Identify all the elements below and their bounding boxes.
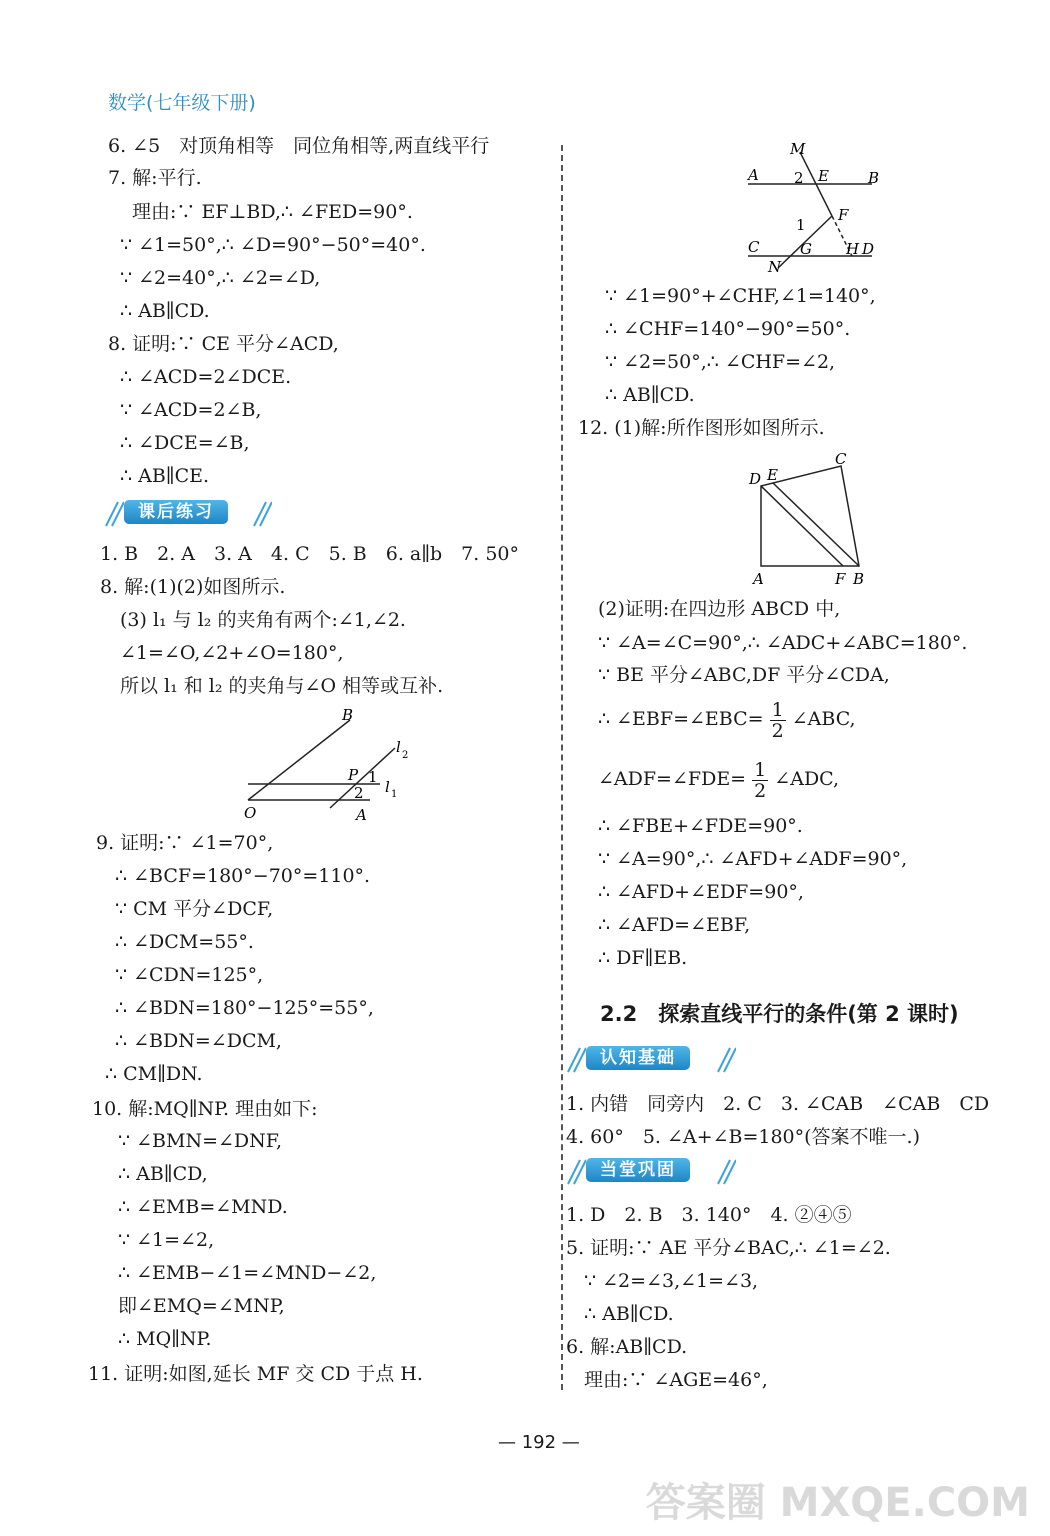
page-number: — 192 — <box>498 1432 580 1453</box>
label-F: F <box>835 570 846 588</box>
answer-line: ∠1=∠O,∠2+∠O=180°, <box>120 642 344 664</box>
answer-line: (2)证明:在四边形 ABCD 中, <box>598 598 841 620</box>
answer-line: 理由:∵ ∠AGE=46°, <box>584 1369 768 1391</box>
label-angle-2: 2 <box>794 169 804 187</box>
label-D: D <box>749 470 762 488</box>
answer-line: 6. ∠5 对顶角相等 同位角相等,两直线平行 <box>108 135 490 157</box>
answer-line: 8. 解:(1)(2)如图所示. <box>100 576 286 598</box>
answer-line: ∵ ∠2=∠3,∠1=∠3, <box>584 1270 759 1292</box>
label-O: O <box>244 804 257 822</box>
label-B: B <box>868 169 880 187</box>
answer-line: 8. 证明:∵ CE 平分∠ACD, <box>108 333 339 355</box>
section-title: 2.2 探索直线平行的条件(第 2 课时) <box>600 1002 959 1026</box>
label-angle-2: 2 <box>354 784 364 802</box>
answer-line: 9. 证明:∵ ∠1=70°, <box>96 832 274 854</box>
figure-quadrilateral <box>745 450 875 590</box>
label-B: B <box>853 570 865 588</box>
banner-label: 认知基础 <box>586 1046 690 1070</box>
answer-line: ∵ BE 平分∠ABC,DF 平分∠CDA, <box>598 664 890 686</box>
label-E: E <box>818 167 829 185</box>
answer-line: ∴ AB∥CD, <box>118 1163 208 1185</box>
answer-line: ∵ ∠ACD=2∠B, <box>120 399 262 421</box>
label-H: H <box>846 240 860 258</box>
figure-angle-o <box>230 700 430 825</box>
answer-line: ∴ ∠CHF=140°−90°=50°. <box>605 318 851 340</box>
answer-line: ∵ ∠1=90°+∠CHF,∠1=140°, <box>605 285 876 307</box>
answer-line: ∴ ∠BCF=180°−70°=110°. <box>115 865 371 887</box>
banner-after-class <box>104 498 274 528</box>
answer-line: 理由:∵ EF⊥BD,∴ ∠FED=90°. <box>132 201 413 223</box>
label-D: D <box>862 240 875 258</box>
label-F: F <box>838 206 849 224</box>
banner-label: 课后练习 <box>124 500 228 524</box>
answer-line: ∴ ∠AFD=∠EBF, <box>598 914 751 936</box>
label-G: G <box>800 240 812 258</box>
answer-line: ∴ ∠ACD=2∠DCE. <box>120 366 292 388</box>
answer-line: 6. 解:AB∥CD. <box>566 1336 688 1358</box>
answer-line: 7. 解:平行. <box>108 167 202 189</box>
answer-line: ∵ ∠BMN=∠DNF, <box>118 1130 283 1152</box>
answer-line: ∠ADF=∠FDE= $\frac{1}{2}$ ∠ADC, <box>598 758 840 802</box>
label-B: B <box>342 706 354 724</box>
answer-line: ∴ DF∥EB. <box>598 947 688 969</box>
answer-line: (3) l₁ 与 l₂ 的夹角有两个:∠1,∠2. <box>120 609 406 631</box>
label-angle-1: 1 <box>368 768 378 786</box>
label-l1: l <box>385 778 390 796</box>
answer-line: ∴ ∠EMB=∠MND. <box>118 1196 288 1218</box>
answer-line: ∴ ∠EBF=∠EBC= $\frac{1}{2}$ ∠ABC, <box>598 698 856 742</box>
svg-text:2: 2 <box>402 750 409 761</box>
svg-text:1: 1 <box>391 789 398 800</box>
answer-line: ∴ ∠DCM=55°. <box>115 931 254 953</box>
answer-line: ∴ AB∥CD. <box>584 1303 674 1325</box>
label-C: C <box>835 450 847 468</box>
answer-line: ∴ ∠DCE=∠B, <box>120 432 250 454</box>
label-l2: l <box>396 738 401 756</box>
answer-line: 1. 内错 同旁内 2. C 3. ∠CAB ∠CAB CD <box>566 1093 990 1115</box>
slash-icon <box>104 498 124 528</box>
answer-line: 4. 60° 5. ∠A+∠B=180°(答案不唯一.) <box>566 1126 921 1148</box>
answer-line: ∵ ∠2=40°,∴ ∠2=∠D, <box>120 267 321 289</box>
answer-line: ∴ AB∥CD. <box>120 300 210 322</box>
label-A: A <box>356 806 367 824</box>
answer-line: ∵ ∠A=90°,∴ ∠AFD+∠ADF=90°, <box>598 848 908 870</box>
column-divider <box>561 145 563 1390</box>
answer-line: ∵ ∠1=∠2, <box>118 1229 215 1251</box>
book-header: 数学(七年级下册) <box>108 92 256 114</box>
slash-icon <box>716 1044 736 1074</box>
answer-line: ∴ ∠BDN=180°−125°=55°, <box>115 997 374 1019</box>
answer-line: 5. 证明:∵ AE 平分∠BAC,∴ ∠1=∠2. <box>566 1237 891 1259</box>
answer-line: ∵ ∠1=50°,∴ ∠D=90°−50°=40°. <box>120 234 426 256</box>
answer-line: ∴ MQ∥NP. <box>118 1328 212 1350</box>
answer-line: ∴ ∠FBE+∠FDE=90°. <box>598 815 803 837</box>
label-C: C <box>748 238 760 256</box>
answer-line: ∴ AB∥CE. <box>120 465 210 487</box>
label-E: E <box>767 466 778 484</box>
label-A: A <box>748 166 759 184</box>
label-A: A <box>753 570 764 588</box>
slash-icon <box>252 498 272 528</box>
answer-line: ∵ ∠CDN=125°, <box>115 964 264 986</box>
label-angle-1: 1 <box>796 216 806 234</box>
answer-line: ∴ CM∥DN. <box>105 1063 203 1085</box>
answer-line: ∵ ∠A=∠C=90°,∴ ∠ADC+∠ABC=180°. <box>598 632 968 654</box>
banner-label: 当堂巩固 <box>586 1158 690 1182</box>
slash-icon <box>716 1156 736 1186</box>
watermark: 答案圈 MXQE.COM <box>645 1480 1030 1526</box>
answer-line: ∴ ∠AFD+∠EDF=90°, <box>598 881 804 903</box>
answer-line: 1. B 2. A 3. A 4. C 5. B 6. a∥b 7. 50° <box>100 543 520 565</box>
figure-parallel-lines <box>740 138 890 276</box>
label-N: N <box>768 258 782 276</box>
answer-line: 12. (1)解:所作图形如图所示. <box>578 417 825 439</box>
answer-line: ∴ ∠BDN=∠DCM, <box>115 1030 282 1052</box>
banner-in-class <box>566 1156 738 1186</box>
slash-icon <box>566 1156 586 1186</box>
label-M: M <box>790 140 806 158</box>
fraction-one-half: $\frac{1}{2}$ <box>771 698 784 742</box>
answer-line: 所以 l₁ 和 l₂ 的夹角与∠O 相等或互补. <box>120 675 444 697</box>
answer-line: 1. D 2. B 3. 140° 4. ②④⑤ <box>566 1204 852 1226</box>
answer-line: ∵ CM 平分∠DCF, <box>115 898 274 920</box>
answer-line: 11. 证明:如图,延长 MF 交 CD 于点 H. <box>88 1363 423 1385</box>
slash-icon <box>566 1044 586 1074</box>
answer-line: 即∠EMQ=∠MNP, <box>118 1295 285 1317</box>
answer-line: ∴ ∠EMB−∠1=∠MND−∠2, <box>118 1262 377 1284</box>
banner-basic-knowledge <box>566 1044 738 1074</box>
answer-line: ∵ ∠2=50°,∴ ∠CHF=∠2, <box>605 351 836 373</box>
answer-line: 10. 解:MQ∥NP. 理由如下: <box>92 1098 318 1120</box>
fraction-one-half: $\frac{1}{2}$ <box>754 758 767 802</box>
label-P: P <box>348 766 359 784</box>
answer-line: ∴ AB∥CD. <box>605 384 695 406</box>
